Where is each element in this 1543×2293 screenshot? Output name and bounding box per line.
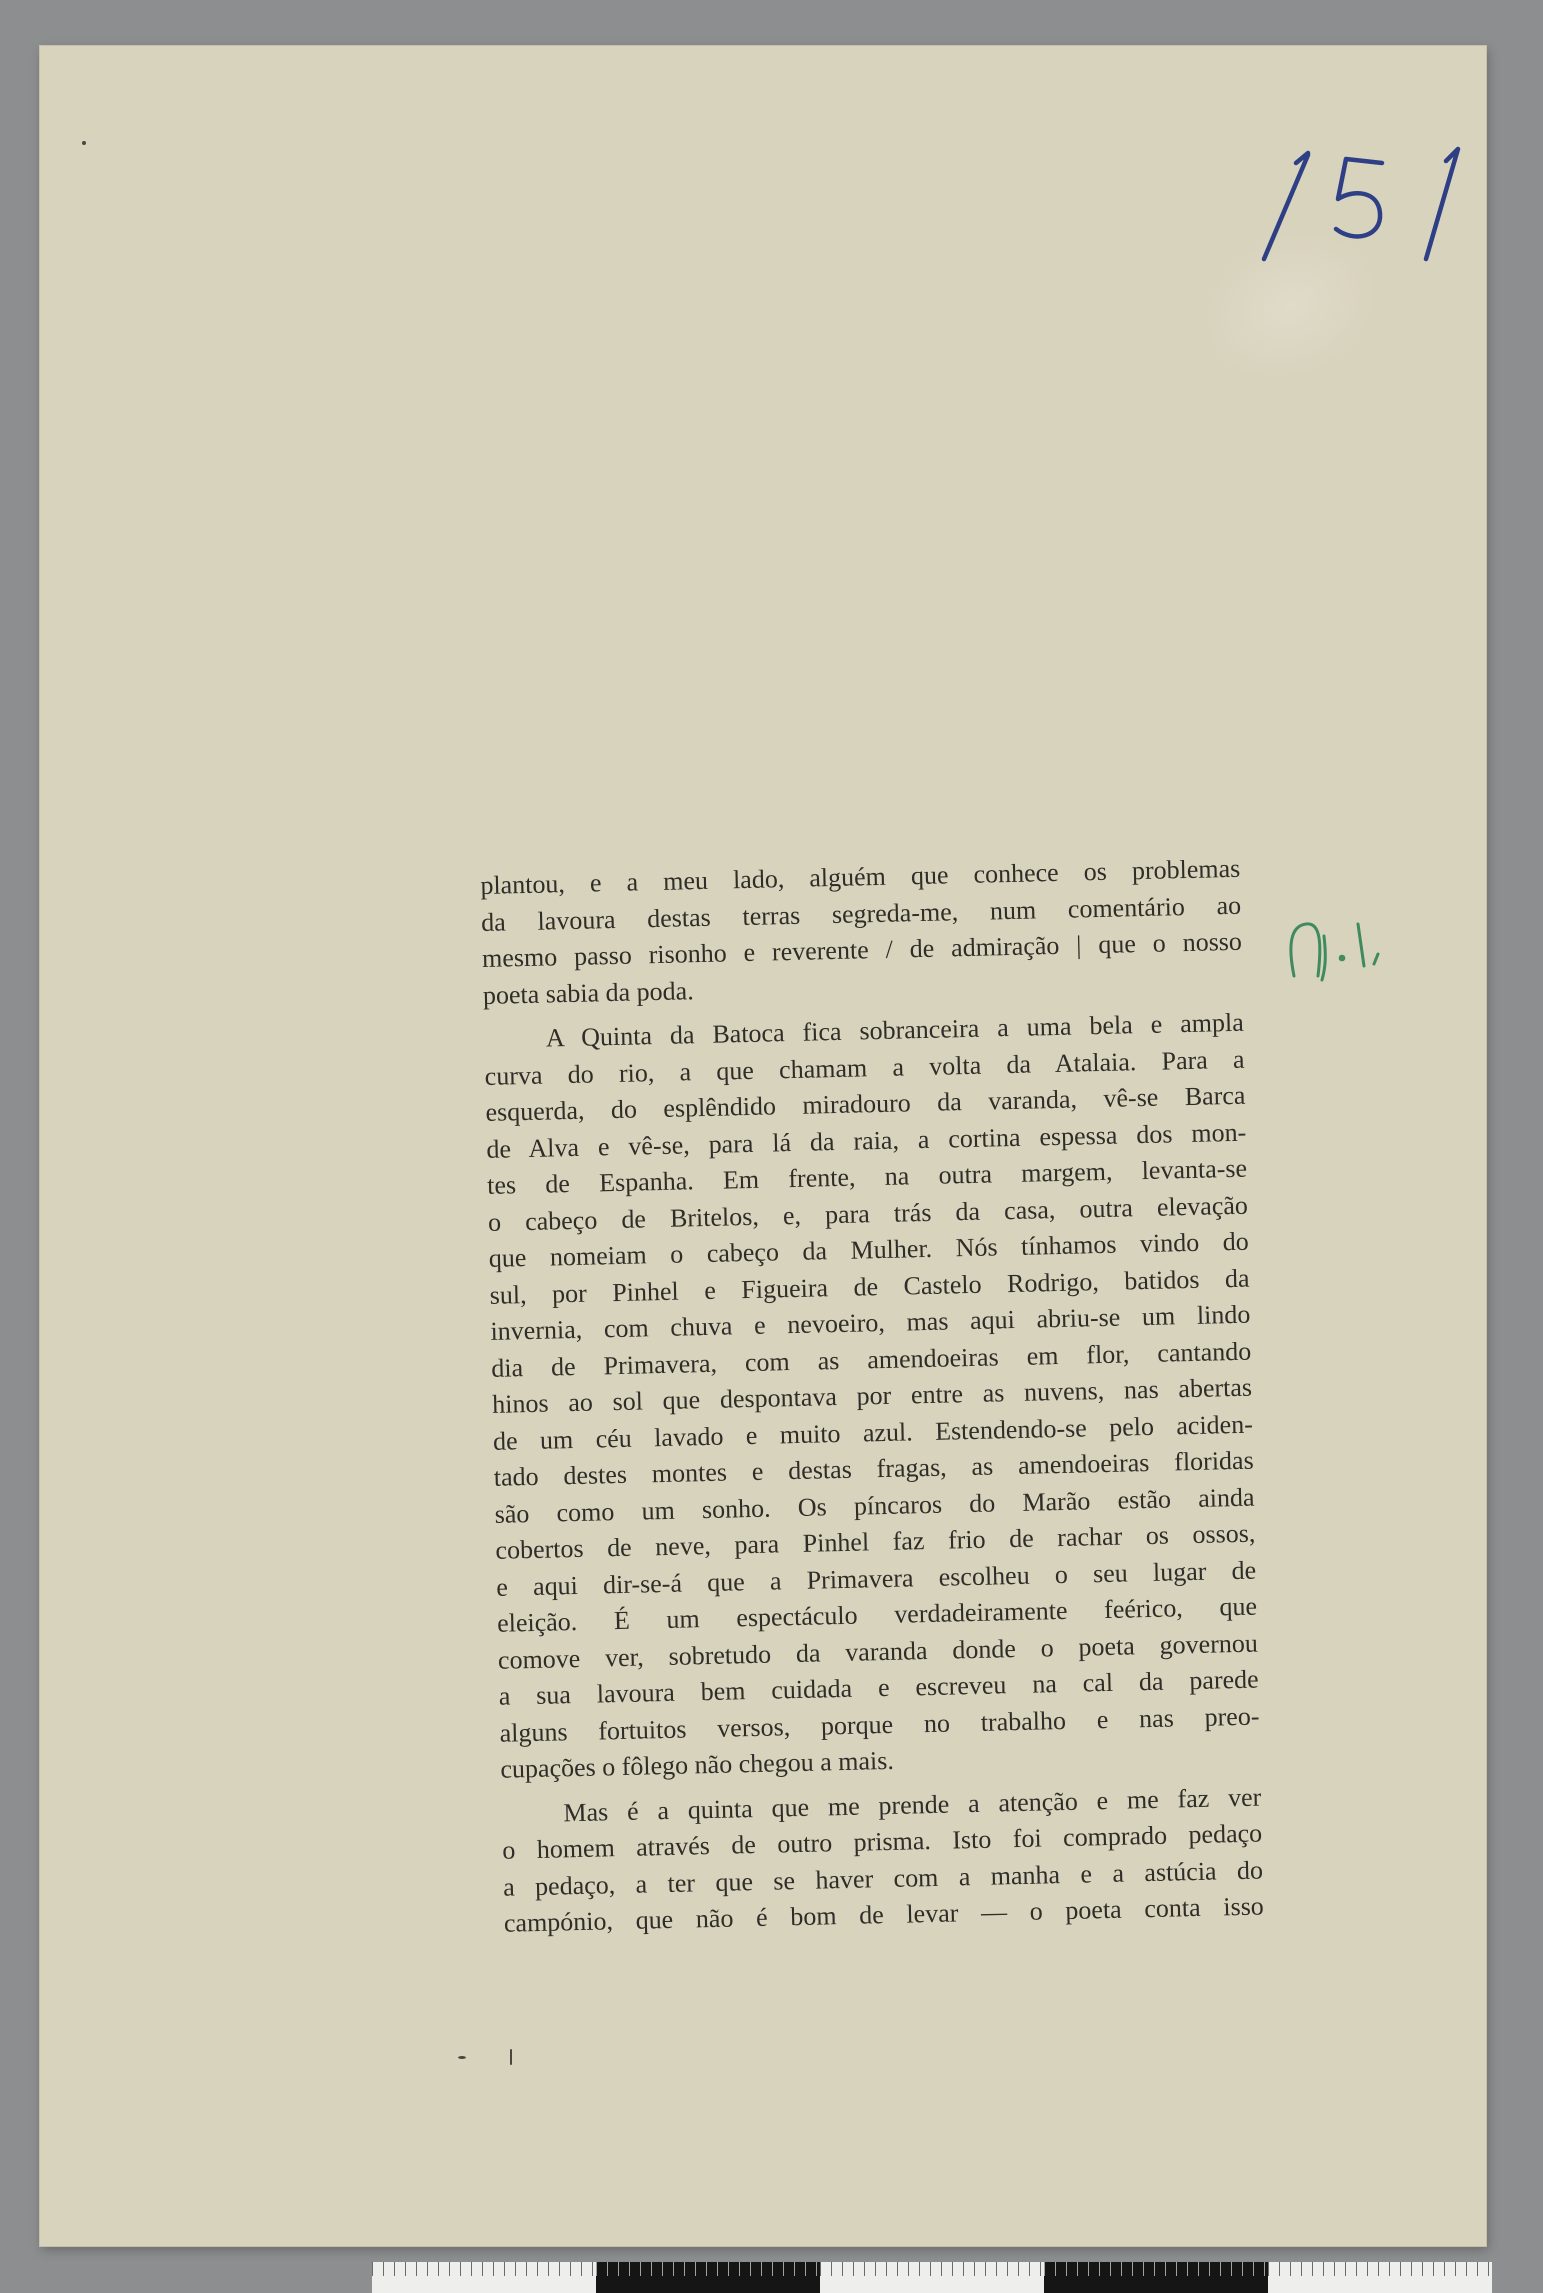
ruler-segment [372, 2262, 596, 2293]
text-line: dia de Primavera, com as amendoeiras em flor, cantando [491, 1336, 1252, 1383]
color-scale-ruler [372, 2262, 1492, 2293]
text-line: e aqui dir-se-á que a Primavera escolheu o seu lugar de [495, 1555, 1257, 1602]
text-line: eleição. É um espectáculo verdadeiramente feérico, que [496, 1591, 1258, 1638]
text-line: a pedaço, a ter que se haver com a manha e a astúcia do [502, 1854, 1264, 1902]
paragraph [480, 851, 1243, 1014]
text-line: que nomeiam o cabeço da Mulher. Nós tínhamos vindo do [488, 1226, 1249, 1273]
text-line: a sua lavoura bem cuidada e escreveu na cal da parede [498, 1664, 1259, 1711]
text-line: hinos ao sol que despontava por entre as nuvens, nas abertas [491, 1372, 1253, 1419]
text-line: de um céu lavado e muito azul. Estendendo-se pelo aciden- [492, 1409, 1254, 1456]
document-page [40, 46, 1486, 2246]
ruler-segment [1044, 2262, 1268, 2293]
text-line: alguns fortuitos versos, porque no trabalho e nas preo- [499, 1701, 1260, 1748]
body-text [480, 851, 1264, 1942]
text-line: de Alva e vê-se, para lá da raia, a cortina espessa dos mon- [486, 1117, 1247, 1164]
text-line: tado destes montes e destas fragas, as amendoeiras floridas [493, 1445, 1254, 1492]
text-line: poeta sabia da poda. [482, 975, 694, 1010]
text-line: cobertos de neve, para Pinhel faz frio de rachar os ossos, [495, 1518, 1256, 1565]
text-line: curva do rio, a que chamam a volta da Atalaia. Para a [484, 1044, 1245, 1091]
text-line: A Quinta da Batoca fica sobranceira a uma bela e ampla [545, 1007, 1245, 1053]
text-line: invernia, com chuva e nevoeiro, mas aqui abriu-se um lindo [490, 1299, 1251, 1346]
ink-speck [458, 2056, 466, 2059]
text-line: campónio, que não é bom de levar — o poeta conta isso [503, 1891, 1265, 1938]
paragraph [483, 1005, 1260, 1789]
text-line: da lavoura destas terras segreda-me, num comentário ao [480, 890, 1242, 937]
paragraph [501, 1779, 1264, 1942]
marginal-note-handwritten [1280, 906, 1390, 986]
text-line: o homem através de outro prisma. Isto foi comprado pedaço [501, 1818, 1263, 1865]
text-line: esquerda, do esplêndido miradouro da varanda, vê-se Barca [485, 1080, 1246, 1127]
text-line: sul, por Pinhel e Figueira de Castelo Rodrigo, batidos da [489, 1263, 1250, 1310]
text-line: mesmo passo risonho e reverente / de admiração | que o nosso [481, 926, 1243, 973]
text-line: tes de Espanha. Em frente, na outra margem, levanta-se [486, 1153, 1248, 1200]
ruler-segment [1268, 2262, 1492, 2293]
text-line: comove ver, sobretudo da varanda donde o poeta governou [497, 1628, 1259, 1675]
ruler-segment [820, 2262, 1044, 2293]
text-line: cupações o fôlego não chegou a mais. [500, 1745, 895, 1784]
text-line: Mas é a quinta que me prende a atenção e me faz ver [563, 1782, 1262, 1827]
ink-speck [82, 141, 86, 145]
text-line: plantou, e a meu lado, alguém que conhece os problemas [480, 853, 1241, 900]
ruler-segment [596, 2262, 820, 2293]
text-line: o cabeço de Britelos, e, para trás da casa, outra elevação [487, 1190, 1249, 1237]
folio-number-handwritten [1250, 141, 1470, 271]
ink-speck [510, 2049, 512, 2065]
text-line: são como um sonho. Os píncaros do Marão estão ainda [494, 1482, 1255, 1529]
